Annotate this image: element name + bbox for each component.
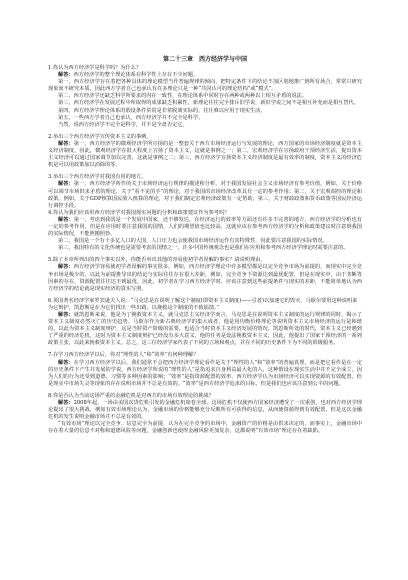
document-body xyxy=(48,65,362,436)
paragraph-text: 8.你是否认为当前这场严重的金融危机是对西方的市场有效理论的挑战？ xyxy=(48,392,214,399)
answer-paragraph xyxy=(48,264,362,292)
chapter-title: 第二十三章 西方经济学与中国 xyxy=(162,56,247,63)
paragraph-text: 4.你认为我们应该用西方经济学对我国现实问题的分析和政策建议作为参考吗？ xyxy=(48,209,230,216)
paragraph-text: 在学习西方经济学以后，我们通常不会把西方经济学理论看作是关于“理性的人”和“效率”的普遍真理，而是把它看作是在一定的历史条件下产生并发展的学说。西方经济学所说的“理性的人”是指追求自身利益最大化的人，这种假设在现实生活中并不完全成立，因为人们的行为还受到道德、习惯等多种因素的影响；“效率”是指资源配置的效率，西方经济学认为市场经济可以实现资源的有效配置，但是现实中市场失灵等现象的存在说明市场并不总是有效的。“效率”是西方经济学追求的目标，但是我们也应该注意到公平的问题。 xyxy=(48,359,362,387)
answer-paragraph xyxy=(48,108,362,115)
paragraph-text: 2008年起，一场由美国次贷危机引发的金融危机席卷全球，这场危机不仅使西方国家经济遭受了一次重创，也对西方经济学理论提出了很大挑战，例如有效市场理论认为，金融市场的价格能够充分反映所有可获得的信息，从而使资源得到有效配置，但是这次金融危机的发生说明金融市场并不总是有效的。 xyxy=(48,400,362,421)
paragraph-text: 当然，说西方经济学不完全是科学，并不是全盘否定它。 xyxy=(58,121,188,128)
answer-paragraph xyxy=(48,115,362,122)
paragraph-text: 第三，我国特有的文化传统也是需要考虑的国情之一，许多中国传统观念也是我们在应用和参考西方经济学理论时需要注意的。 xyxy=(58,245,349,252)
answer-paragraph xyxy=(48,421,362,435)
answer-paragraph xyxy=(48,400,362,421)
answer-paragraph xyxy=(48,141,362,169)
answer-paragraph xyxy=(48,360,362,388)
paragraph-text: 第二，西方经济学还缺乏科学所要求的内在一致性，在理论体系中同时存在两种或两种以上相互矛盾的说法。 xyxy=(58,93,308,100)
paragraph-text: 就凯恩斯来说，他是为了挽救资本主义，就马克思主义经济学而言，马克思是在说明资本主义制度的运行规律的同时，揭示了资本主义制度必然灭亡的历史趋势。马歇尔作为新古典经济学的集大成者，他是用均衡价格理论等说明资本主义市场经济的运行是和谐的，以此为资本主义制度辩护，这是当时资产阶级的需要，也适合当时资本主义经济发展的情况。凯恩斯所处的时代，资本主义已经遇到了严重的经济危机，这时为资本主义制度辩护已经没有多大意义，他的任务是设法挽救资本主义，因此，他提出了国家干预经济的一系列政策主张，以此来挽救资本主义。总之，这三位经济学家代表了不同的立场和观点，并在不同的历史条件下为不同的阶级服务。 xyxy=(48,312,362,347)
paragraph-text: 5.除了本章所列出的四个事实以外，你能否举出其他的容易使初学者误解的事实？请说明理由。 xyxy=(48,257,266,264)
answer-paragraph xyxy=(48,100,362,107)
paragraph-text: 西方经济学的整个理论体系在科学性上存在不少问题。 xyxy=(73,72,199,79)
answer-label: 解答： xyxy=(58,140,74,147)
answer-label: 解答： xyxy=(58,72,74,79)
answer-label: 解答： xyxy=(58,312,74,318)
paragraph-text: 第一，西方经济学所作的关于市场经济运行规律的描述和分析，对于我国发展社会主义市场经济有参考价值，例如，关于价格可以调节市场供求矛盾的理论，关于“看不见的手”的理论，对于我国的市场经济改革具有一定的参考作用；第二，关于宏观调控的理论和政策。例如，关于GDP核算国民收入核算的理论，对于我们制定宏观经济政策有一定帮助；第三，关于财政政策和货币政策等国民经济运行调控手段。 xyxy=(48,181,362,209)
paragraph-text: 2.举出三个西方经济学宣传资本主义的事例。 xyxy=(48,133,152,140)
answer-paragraph xyxy=(48,181,362,209)
question-heading xyxy=(48,134,362,141)
paragraph-text: 3.举出三个西方经济学对我国有用的地方。 xyxy=(48,174,147,181)
answer-label: 解答： xyxy=(58,359,74,366)
answer-label: 解答： xyxy=(58,216,74,223)
answer-label: 解答： xyxy=(58,264,74,271)
question-heading xyxy=(48,393,362,400)
paragraph-text: 第五，一些西方学者自己也承认，西方经济学并不完全是科学。 xyxy=(58,114,204,121)
paragraph-text: 第二，我国是一个有十多亿人口的大国，人口压力也会使我国市场经济运作有其特殊性，因此要注意我国的实际情况。 xyxy=(58,238,328,245)
paragraph-text: 7.在学习西方经济学以后，你对“理性的人”和“效率”有何种理解？ xyxy=(48,352,199,359)
answer-label: 解答： xyxy=(58,400,74,407)
paragraph-text: 6.英国著名经济学家罗宾逊夫人说：“马克思是在说明了解这个制度(即资本主义制度)——引者)以加速它的毁灭，马歇尔要用这种说明来为它辩护，凯恩斯是在为它们找出一些出路，以挽救这个制度的不致崩溃。” xyxy=(48,297,358,311)
paragraph-text: 第三，西方经济学在发展过程中所取得的成果缺乏积累性，新理论往往完全排斥旧学说，新旧学说之间不是相互补充而是相互替代。 xyxy=(58,100,359,107)
answer-paragraph xyxy=(48,312,362,347)
answer-paragraph xyxy=(48,122,362,129)
paragraph-text: “有效市场”理论以完全竞争、信息完全为前提，认为在完全竞争的市场中，金融资产的价格是由供求决定的，而事实上，金融市场中存在着大量的信息不对称和道德风险等问题，金融创新也使得金融风险更加复杂，这都说明“有效市场”理论存在着缺陷。 xyxy=(48,421,362,435)
paragraph-text: 西方经济学容易使初学者误解的事实很多。例如，西方经济学理论中许多模型都是以完全竞争市场为前提的，而现实中完全竞争市场是极少的，以此为前提推导出的结论与实际往往存在很大差距，例如，完全竞争下资源达到最优配置，但是在现实中，由于垄断等因素的存在，资源配置往往达不到最优。因此，初学者在学习西方经济学时，应该注意到这些前提条件与现实的差距，不能简单地认为西方经济学的结论就是现实经济的真实写照。 xyxy=(48,264,362,292)
question-heading xyxy=(48,352,362,359)
paragraph-text: 第一，西方经济学存在着把各种具体的理论模型当作普遍规律的倾向，把特定条件下的结论不加区别地推广到所有场合，常常只研究现象而不研究本质，因此西方学者自己也承认有许多理论只是一种“共同认可的理论结构”或“模式”。 xyxy=(48,79,362,93)
question-heading xyxy=(48,210,362,217)
question-heading xyxy=(48,298,362,312)
answer-paragraph xyxy=(48,217,362,238)
answer-paragraph xyxy=(48,79,362,93)
answer-paragraph xyxy=(48,245,362,252)
paragraph-text: 第一，西方经济学的微观经济学所宣扬的是一整套关于西方市场经济运行与发展的理论，西方国家的市场经济制度就是资本主义经济制度，因此，微观经济学在很大程度上宣扬了资本主义，这就是事例之一；第二，宏观经济学在宣扬政府干预经济生活，提出资本主义经济可以通过国家调节加以完善，这就是事例之二；第三，西方经济学宣扬资本主义经济制度是最有效率的制度，资本主义的经济危机是可以用政策加以消除的等。 xyxy=(48,140,362,169)
answer-label: 解答： xyxy=(58,181,74,188)
paragraph-text: 第四，西方经济学理论体系的假设条件常常是非常脱离实际的，往往难以应用于现实生活。 xyxy=(58,107,266,114)
paragraph-text: 1.你认为西方经济学是科学吗？为什么？ xyxy=(48,65,142,71)
paragraph-text: 第一，考虑到我国是一个发展中国家，还不够发达，在经济运行的效率等方面还有许多不完善的地方，西方经济学的分析也有一定的参考作用，但是在应用时要注意我国的国情，人们的期望值也比较高，这就应该在参考西方经济学的分析和政策建议时注意到我国的实际情况，不能照搬照抄。 xyxy=(48,216,362,238)
